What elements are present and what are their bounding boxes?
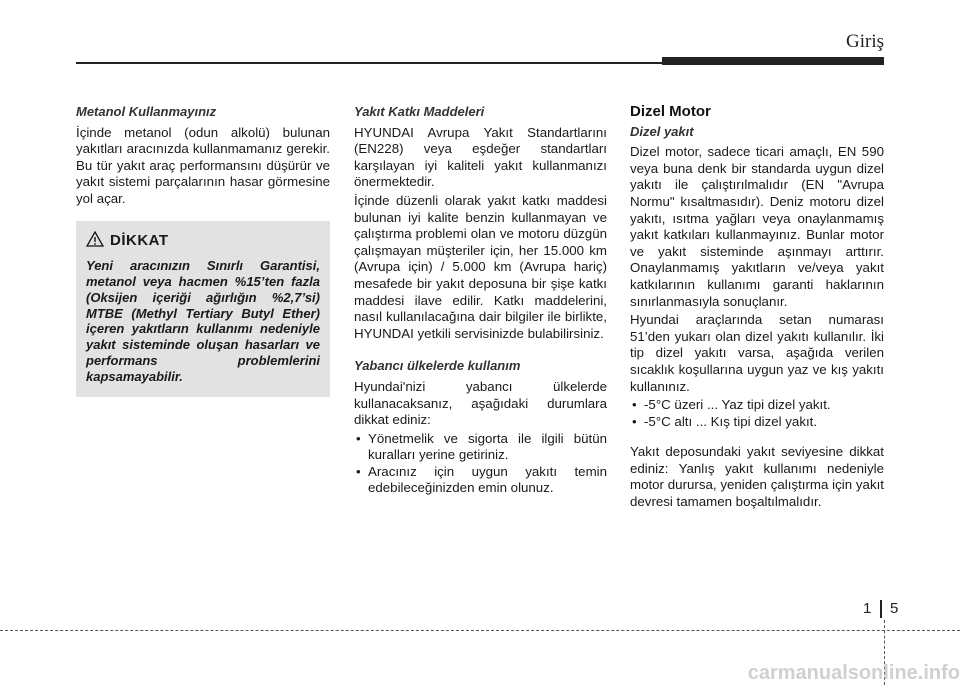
caution-title: DİKKAT bbox=[110, 231, 169, 249]
diesel-temp-list bbox=[630, 397, 884, 430]
column-3 bbox=[630, 104, 884, 513]
footer-dashed-rule bbox=[0, 630, 960, 631]
methanol-subhead: Metanol Kullanmayınız bbox=[76, 104, 217, 119]
list-item: • -5°C altı ... Kış tipi dizel yakıt. bbox=[630, 414, 884, 431]
foreign-use-list bbox=[354, 431, 607, 497]
header-title: Giriş bbox=[846, 31, 884, 52]
warning-triangle-icon bbox=[86, 231, 104, 252]
diesel-engine-title: Dizel Motor bbox=[630, 103, 711, 120]
foreign-use-paragraph: Hyundai'nizi yabancı ülkelerde kullanacaksanız, aşağıdaki durumlara dikkat ediniz: bbox=[354, 378, 607, 428]
list-item: • -5°C üzeri ... Yaz tipi dizel yakıt. bbox=[630, 397, 884, 414]
header-rule-thin bbox=[76, 62, 666, 64]
column-1 bbox=[76, 104, 330, 397]
page-number: 5 bbox=[890, 600, 899, 617]
fuel-additives-subhead: Yakıt Katkı Maddeleri bbox=[354, 104, 485, 119]
list-item: • Aracınız için uygun yakıtı temin edebileceğinizden emin olunuz. bbox=[354, 464, 607, 497]
chapter-number: 1 bbox=[863, 600, 872, 617]
caution-text: Yeni aracınızın Sınırlı Garantisi, metanol veya hacmen %15’ten fazla (Oksijen içeriği ağırlığın %2,7’si) MTBE (Methyl Tertiary Butyl Ether) içeren yakıtların kullanımı nedeniyle yakıt sisteminde oluşan hasarları ve performans problemlerini kapsamayabilir. bbox=[86, 258, 320, 384]
diesel-fuel-paragraph-1: Dizel motor, sadece ticari amaçlı, EN 590 veya buna denk bir standarda uygun dizel yakıtı ile çalıştırılmalıdır (EN "Avrupa Normu" kısaltmasıdır). Deniz motoru dizel yakıtı, ısıtma yağları veya onaylanmamış yakıt katkıları kullanmayınız. Bunlar motor ve yakıt sisteminde aşınmayı arttırır. Onaylanmamış yakıtların ve/veya yakıt katkılarının kullanımı garanti haklarının sınırlanmasıyla sonuçlanır. bbox=[630, 144, 884, 309]
header-rule-thick bbox=[662, 57, 884, 65]
page-number-divider bbox=[880, 600, 882, 618]
fuel-additives-paragraph-2: İçinde düzenli olarak yakıt katkı maddesi bulunan iyi kalite benzin kullanmayan ve çalıştırma problemi olan ve motoru düzgün çalışmayan müşteriler için, her 15.000 km (Avrupa için) / 5.000 km (Avrupa hariç) mesafede bir yakıt deposuna bir şişe katkı maddesi ilave edilir. Katkı maddelerini, nasıl kullanılacağına dair bilgiler ile birlikte, HYUNDAI yetkili servisinizde bulabilirsiniz. bbox=[354, 192, 607, 341]
watermark: carmanualsonline.info bbox=[747, 662, 960, 684]
foreign-use-subhead: Yabancı ülkelerde kullanım bbox=[354, 358, 521, 374]
caution-box bbox=[76, 221, 330, 397]
column-2 bbox=[354, 104, 607, 499]
methanol-paragraph: İçinde metanol (odun alkolü) bulunan yakıtları aracınızda kullanmamanız gerekir. Bu tür yakıt araç performansını düşürür ve yakıt sistemi parçalarının hasar görmesine yol açar. bbox=[76, 124, 330, 206]
diesel-fuel-subhead: Dizel yakıt bbox=[630, 123, 694, 139]
list-item: • Yönetmelik ve sigorta ile ilgili bütün kuralları yerine getiriniz. bbox=[354, 431, 607, 464]
diesel-fuel-paragraph-3: Yakıt deposundaki yakıt seviyesine dikkat ediniz: Yanlış yakıt kullanımı nedeniyle motor durursa, yeniden çalıştırma için yakıt devresi tamamen boşaltılmalıdır. bbox=[630, 444, 884, 510]
diesel-fuel-paragraph-2: Hyundai araçlarında setan numarası 51’den yukarı olan dizel yakıtı kullanılır. İki tip dizel yakıtı varsa, aşağıda verilen sıcaklık koşullarına uygun yaz ve kış yakıtı kullanınız. bbox=[630, 312, 884, 394]
fuel-additives-paragraph-1: HYUNDAI Avrupa Yakıt Standartlarını (EN228) veya eşdeğer standartları karşılayan iyi kaliteli yakıt kullanmanızı önermektedir. bbox=[354, 124, 607, 190]
